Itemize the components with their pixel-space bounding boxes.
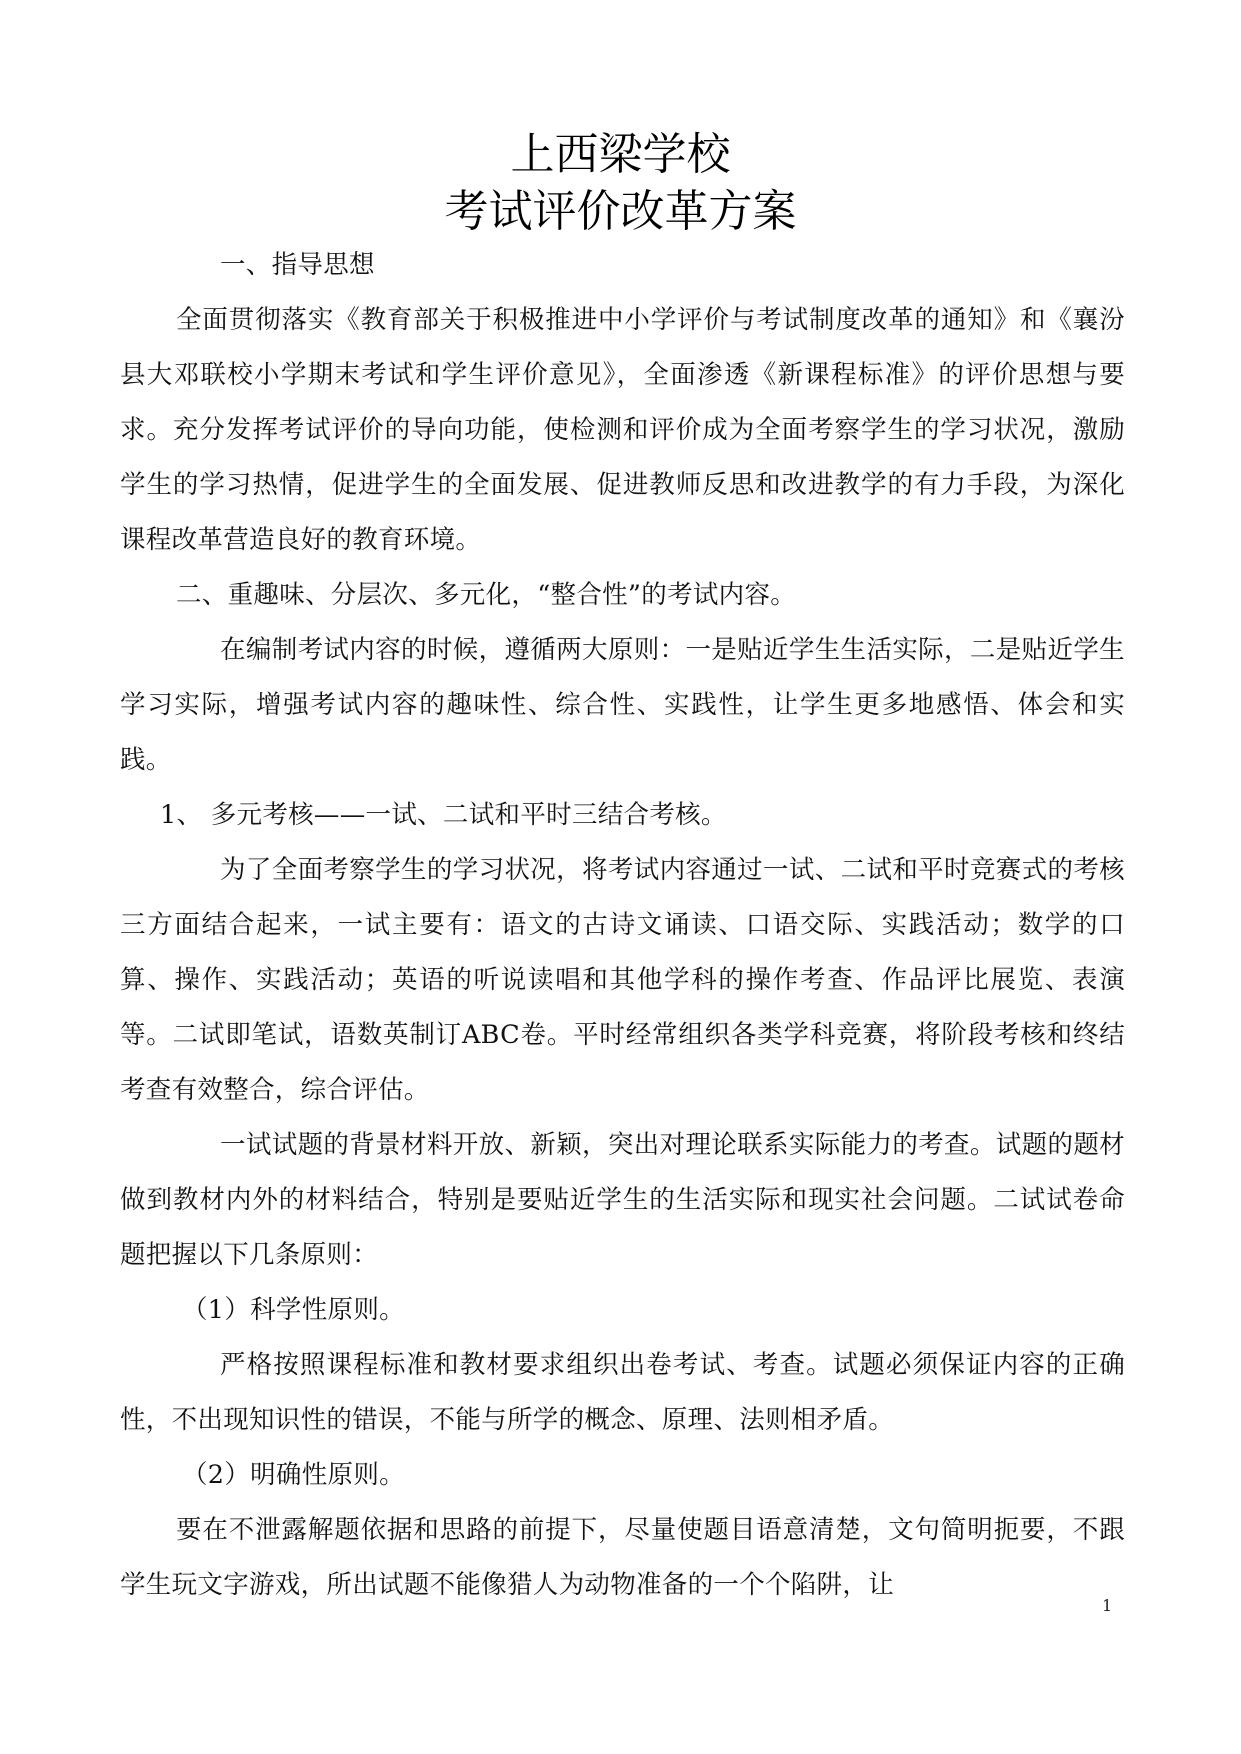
document-title-plan: 考试评价改革方案 bbox=[444, 186, 797, 237]
paragraph-multi-assessment: 为了全面考察学生的学习状况，将考试内容通过一试、二试和平时竞赛式的考核三方面结合起来，一试主要有：语文的古诗文诵读、口语交际、实践活动；数学的口算、操作、实践活动；英语的听说读唱和其他学科的操作考查、作品评比展览、表演等。二试即笔试，语数英制订ABC卷。平时经常组织各类学科竞赛，将阶段考核和终结考查有效整合，综合评估。 bbox=[120, 855, 1125, 1105]
subsection-heading-multi-assessment: 1、 多元考核——一试、二试和平时三结合考核。 bbox=[160, 800, 727, 830]
document-body bbox=[120, 238, 1125, 1613]
paragraph-clarity: 要在不泄露解题依据和思路的前提下，尽量使题目语意清楚，文句简明扼要，不跟学生玩文字游戏，所出试题不能像猎人为动物准备的一个个陷阱，让 bbox=[120, 1515, 1125, 1600]
subsection-heading-clarity: （2）明确性原则。 bbox=[182, 1460, 405, 1490]
document-title-school: 上西梁学校 bbox=[510, 129, 731, 180]
section-heading-exam-content: 二、重趣味、分层次、多元化，“整合性”的考试内容。 bbox=[176, 580, 797, 610]
section-heading-guiding-ideology: 一、指导思想 bbox=[220, 250, 375, 280]
subsection-heading-scientific: （1）科学性原则。 bbox=[182, 1295, 405, 1325]
page-number: 1 bbox=[1102, 1596, 1113, 1615]
paragraph-principles: 在编制考试内容的时候，遵循两大原则：一是贴近学生生活实际，二是贴近学生学习实际，增强考试内容的趣味性、综合性、实践性，让学生更多地感悟、体会和实践。 bbox=[120, 635, 1125, 775]
paragraph-scientific: 严格按照课程标准和教材要求组织出卷考试、考查。试题必须保证内容的正确性，不出现知识性的错误，不能与所学的概念、原理、法则相矛盾。 bbox=[120, 1350, 1125, 1435]
paragraph-first-test: 一试试题的背景材料开放、新颖，突出对理论联系实际能力的考查。试题的题材做到教材内外的材料结合，特别是要贴近学生的生活实际和现实社会问题。二试试卷命题把握以下几条原则： bbox=[120, 1130, 1125, 1270]
paragraph-guiding-ideology: 全面贯彻落实《教育部关于积极推进中小学评价与考试制度改革的通知》和《襄汾县大邓联校小学期末考试和学生评价意见》，全面渗透《新课程标准》的评价思想与要求。充分发挥考试评价的导向功能，使检测和评价成为全面考察学生的学习状况，激励学生的学习热情，促进学生的全面发展、促进教师反思和改进教学的有力手段，为深化课程改革营造良好的教育环境。 bbox=[120, 305, 1125, 555]
